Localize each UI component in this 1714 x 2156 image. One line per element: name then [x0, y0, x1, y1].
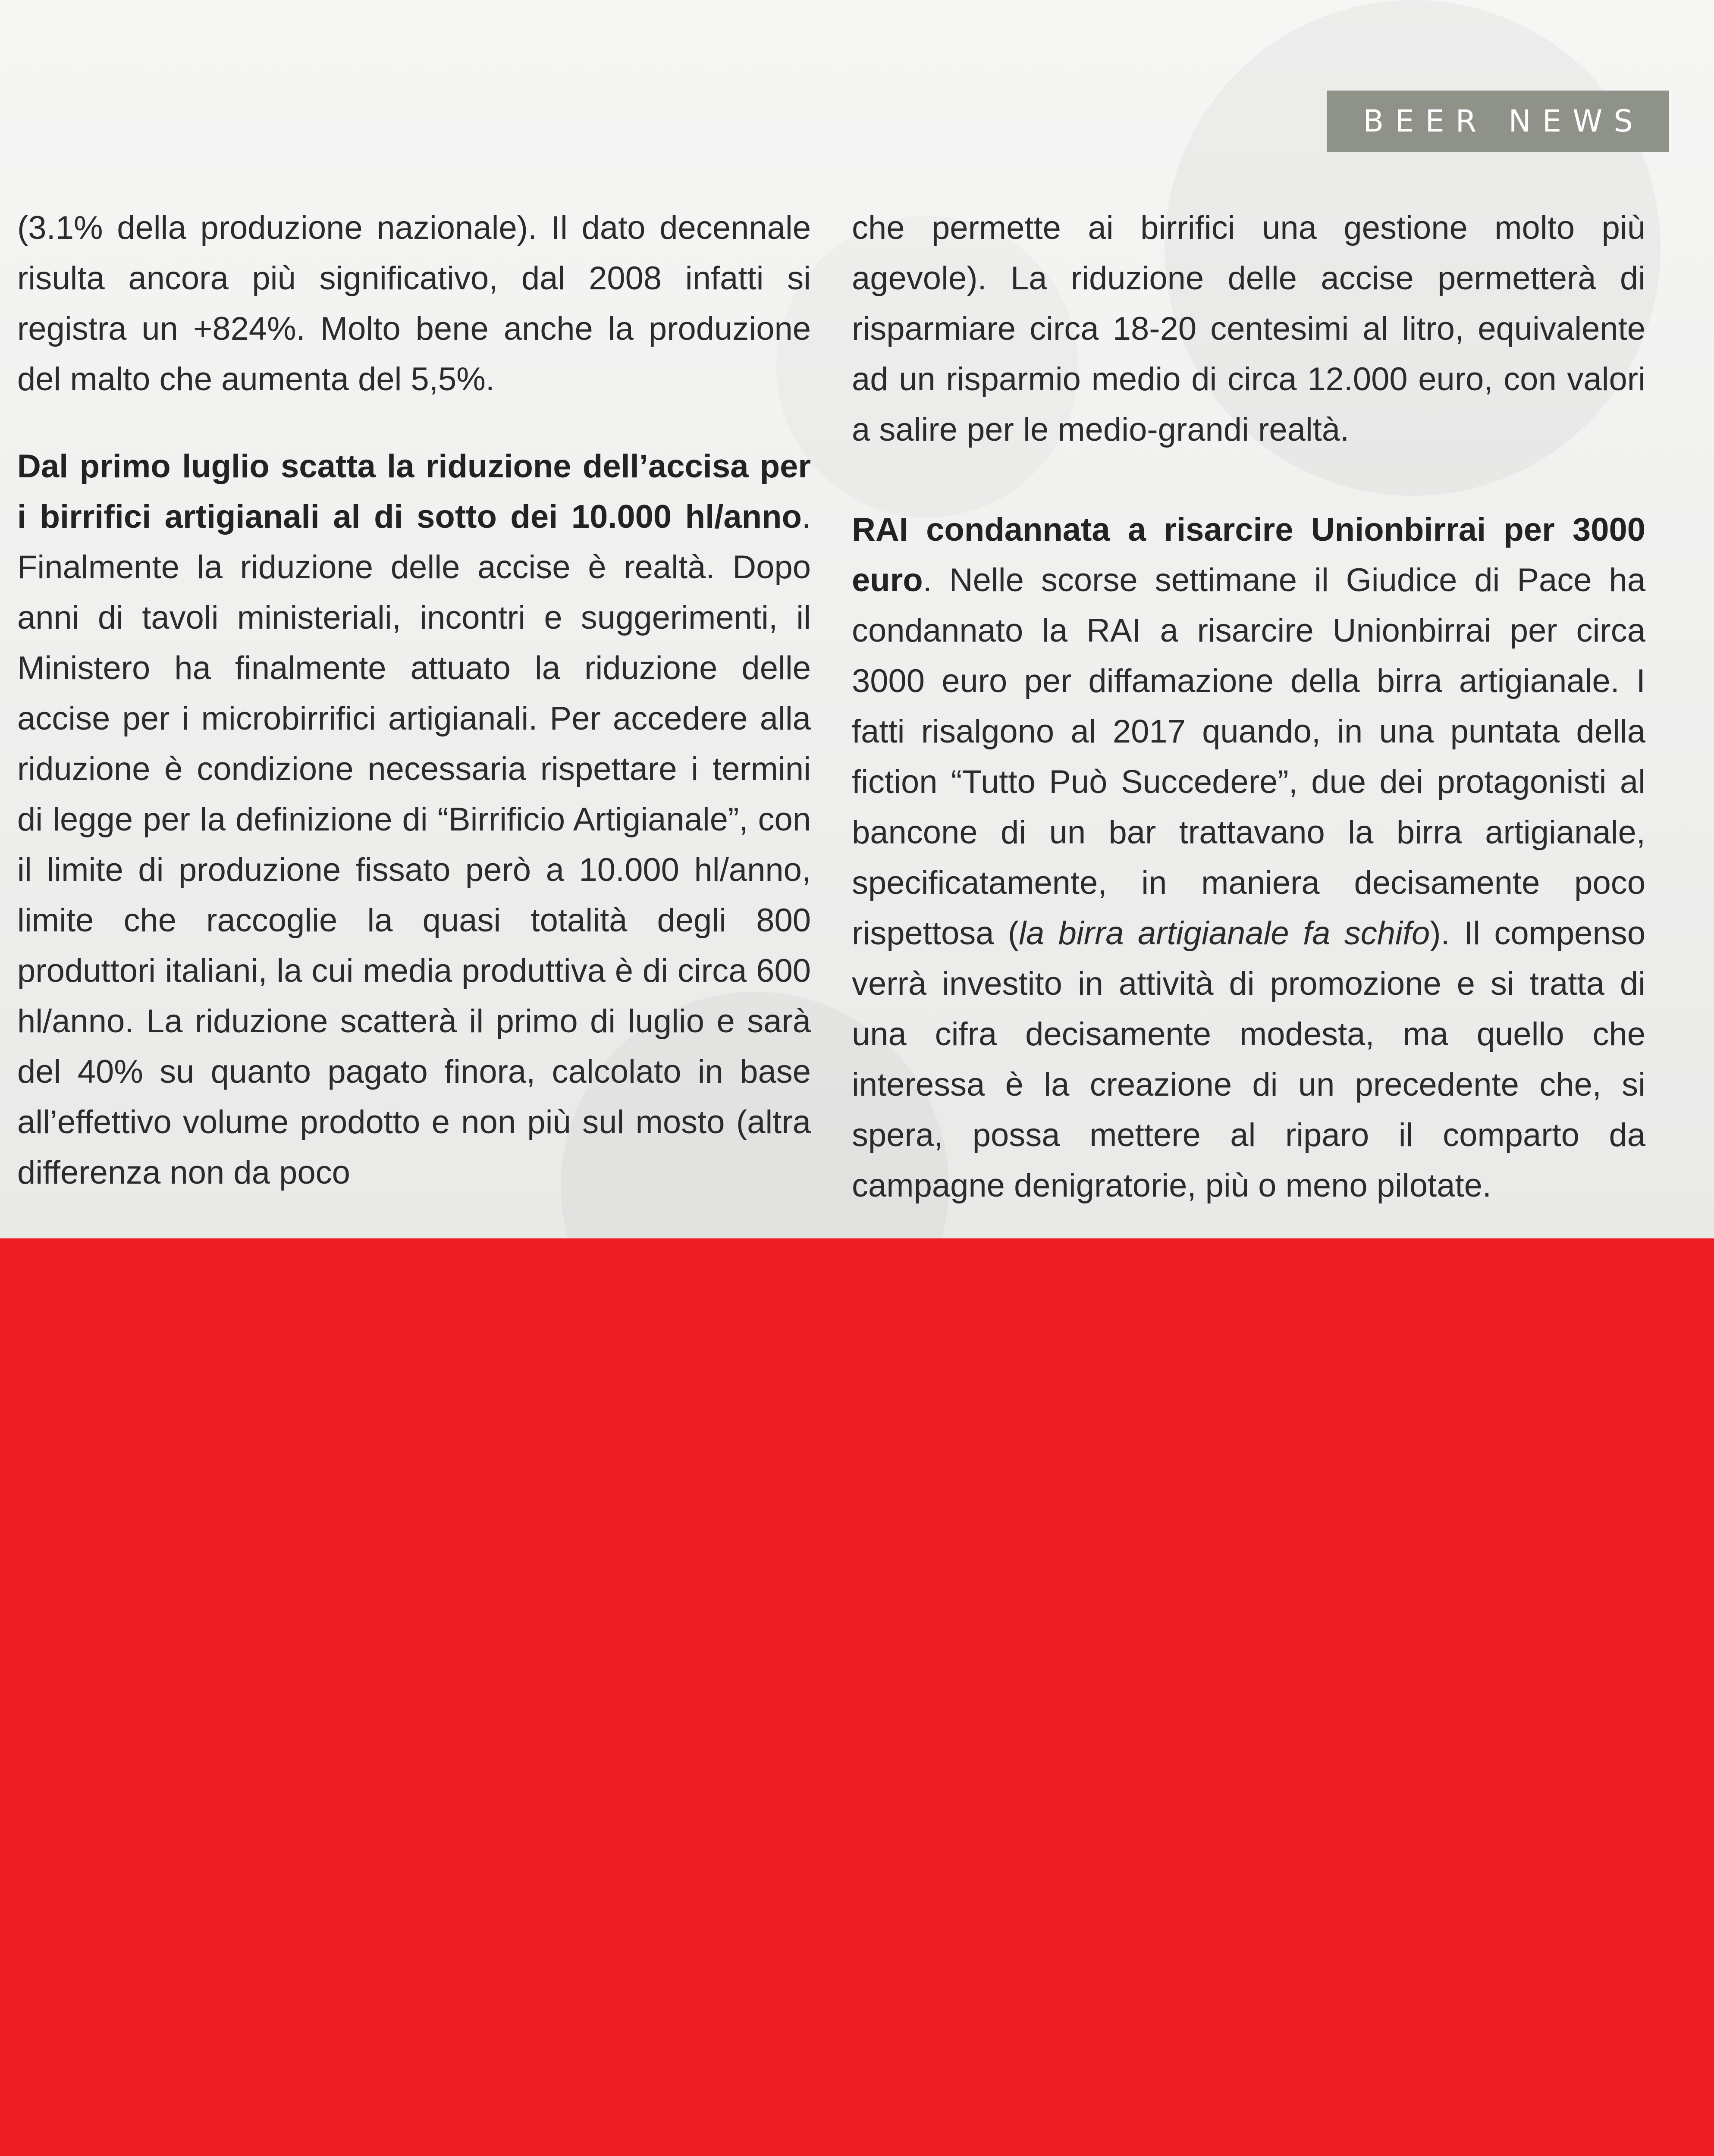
right-paragraph-2-body-a: . Nelle scorse settimane il Giudice di Pace ha condannato la RAI a risarcire Unionbirrai per circa 3000 euro per diffamazione della birra artigianale. I fatti risalgono al 2017 quando, in una puntata della fiction “Tutto Può Succedere”, due dei protagonisti al bancone di un bar trattavano la birra artigianale, specificatamente, in maniera decisamente poco rispettosa (	[852, 562, 1645, 952]
right-paragraph-2	[852, 505, 1645, 1211]
right-column	[852, 203, 1645, 1211]
right-paragraph-2-body-b: ). Il compenso verrà investito in attività di promozione e si tratta di una cifra decisamente modesta, ma quello che interessa è la creazione di un precedente che, si spera, possa mettere al riparo il comparto da campagne denigratorie, più o meno pilotate.	[852, 915, 1645, 1204]
left-paragraph-1: (3.1% della produzione nazionale). Il dato decennale risulta ancora più significativo, dal 2008 infatti si registra un +824%. Molto bene anche la produzione del malto che aumenta del 5,5%.	[17, 210, 811, 398]
section-tab: BEER NEWS	[1327, 91, 1669, 152]
left-paragraph-2-heading: Dal primo luglio scatta la riduzione dell’accisa per i birrifici artigianali al di sotto dei 10.000 hl/anno	[17, 448, 811, 535]
right-paragraph-1: che permette ai birrifici una gestione molto più agevole). La riduzione delle accise permetterà di risparmiare circa 18-20 centesimi al litro, equivalente ad un risparmio medio di circa 12.000 euro, con valori a salire per le medio-grandi realtà.	[852, 210, 1645, 448]
left-column	[17, 203, 811, 1198]
left-paragraph-2-body: . Finalmente la riduzione delle accise è realtà. Dopo anni di tavoli ministeriali, incontri e suggerimenti, il Ministero ha finalmente attuato la riduzione delle accise per i microbirrifici artigianali. Per accedere alla riduzione è condizione necessaria rispettare i termini di legge per la definizione di “Birrificio Artigianale”, con il limite di produzione fissato però a 10.000 hl/anno, limite che raccoglie la quasi totalità degli 800 produttori italiani, la cui media produttiva è di circa 600 hl/anno. La riduzione scatterà il primo di luglio e sarà del 40% su quanto pagato finora, calcolato in base all’effettivo volume prodotto e non più sul mosto (altra differenza non da poco	[17, 498, 811, 1191]
right-paragraph-2-quote: la birra artigianale fa schifo	[1019, 915, 1430, 952]
right-paragraph-2-heading: RAI condannata a risarcire Unionbirrai per 3000 euro	[852, 511, 1645, 599]
red-fill-area	[0, 1238, 1714, 2156]
left-paragraph-2	[17, 441, 811, 1198]
